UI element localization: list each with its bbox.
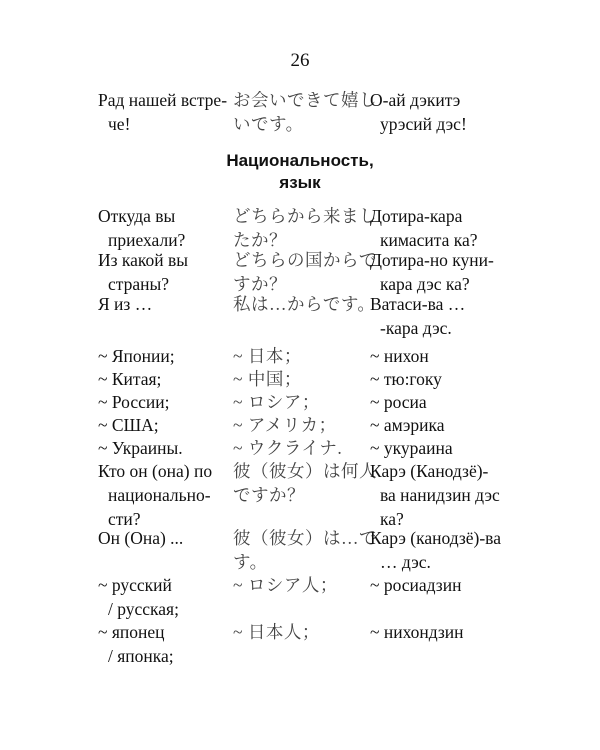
russian-line: че!: [108, 114, 131, 134]
russian-line: Он (Она) ...: [98, 528, 184, 548]
phrase-row: [98, 344, 518, 368]
russian-line: Кто он (она) по: [98, 461, 213, 481]
phrase-row: [98, 248, 518, 296]
russian-phrase: [98, 390, 233, 414]
japanese-phrase: [233, 292, 376, 340]
russian-line: ~ русский: [98, 575, 172, 595]
transliteration-line: ~ укураина: [370, 438, 453, 458]
russian-phrase: [98, 526, 233, 574]
transliteration-line: кара дэс ка?: [380, 274, 470, 294]
transliteration-line: ва нанидзин дэс: [380, 485, 500, 505]
japanese-line: 彼（彼女）は何人: [233, 461, 377, 481]
transliteration-line: ~ росиа: [370, 392, 427, 412]
russian-phrase: [98, 248, 233, 296]
transliteration-line: … дэс.: [380, 552, 431, 572]
russian-line: Откуда вы: [98, 206, 176, 226]
transliteration-line: ка?: [380, 509, 404, 529]
japanese-line: 彼（彼女）は…で: [233, 528, 377, 548]
transliteration-line: ~ тю:гоку: [370, 369, 442, 389]
japanese-line: ~ ウクライナ.: [233, 438, 343, 458]
transliteration: [370, 248, 518, 296]
japanese-phrase: [233, 390, 370, 414]
russian-line: / русская;: [108, 599, 179, 619]
russian-line: ~ Украины.: [98, 438, 183, 458]
transliteration-line: ~ нихондзин: [370, 622, 464, 642]
russian-line: Из какой вы: [98, 250, 189, 270]
japanese-line: どちらから来まし: [233, 206, 377, 226]
russian-line: / японка;: [108, 646, 174, 666]
russian-phrase: [98, 367, 233, 391]
phrase-row: [98, 436, 518, 460]
transliteration-line: Карэ (канодзё)-ва: [370, 528, 501, 548]
transliteration-line: Дотира-кара: [370, 206, 463, 226]
phrase-row: [98, 620, 518, 668]
section-heading: [0, 150, 600, 194]
transliteration: [370, 413, 518, 437]
russian-line: Я из …: [98, 294, 153, 314]
japanese-line: すか？: [233, 274, 287, 294]
russian-line: ~ японец: [98, 622, 165, 642]
phrase-row: [98, 367, 518, 391]
transliteration-line: О-ай дэкитэ: [370, 90, 461, 110]
transliteration: [370, 620, 518, 668]
russian-line: страны?: [108, 274, 170, 294]
japanese-line: ですか？: [233, 485, 305, 505]
russian-line: сти?: [108, 509, 141, 529]
russian-line: ~ Японии;: [98, 346, 175, 366]
japanese-line: 私は…からです。: [233, 294, 376, 314]
japanese-line: ~ 中国；: [233, 369, 302, 389]
phrase-row: [98, 390, 518, 414]
page-number: 26: [290, 50, 310, 71]
russian-line: ~ США;: [98, 415, 159, 435]
section-heading-line: язык: [279, 173, 321, 192]
japanese-phrase: [233, 573, 370, 621]
russian-line: национально-: [108, 485, 211, 505]
japanese-line: ~ ロシア人；: [233, 575, 338, 595]
japanese-phrase: [233, 88, 377, 136]
transliteration-line: урэсий дэс!: [380, 114, 467, 134]
japanese-line: お会いできて嬉し: [233, 90, 377, 110]
transliteration: [370, 390, 518, 414]
russian-line: Рад нашей встре-: [98, 90, 228, 110]
phrase-row: [98, 413, 518, 437]
japanese-line: いです。: [233, 114, 304, 134]
transliteration-line: Ватаси-ва …: [370, 294, 466, 314]
transliteration: [370, 526, 518, 574]
transliteration-line: ~ нихон: [370, 346, 429, 366]
japanese-phrase: [233, 204, 377, 252]
japanese-line: ~ ロシア；: [233, 392, 320, 412]
russian-phrase: [98, 620, 233, 668]
phrase-row: [98, 88, 518, 136]
russian-phrase: [98, 344, 233, 368]
russian-phrase: [98, 459, 233, 531]
transliteration: [370, 573, 518, 621]
section-heading-line: Национальность,: [226, 151, 374, 170]
transliteration-line: Карэ (Канодзё)-: [370, 461, 489, 481]
transliteration: [370, 459, 518, 531]
japanese-line: す。: [233, 552, 268, 572]
transliteration-line: Дотира-но куни-: [370, 250, 494, 270]
transliteration: [370, 204, 518, 252]
japanese-line: ~ 日本；: [233, 346, 302, 366]
transliteration: [370, 88, 518, 136]
japanese-phrase: [233, 248, 377, 296]
transliteration: [370, 436, 518, 460]
russian-line: ~ России;: [98, 392, 170, 412]
japanese-phrase: [233, 459, 377, 531]
japanese-phrase: [233, 526, 377, 574]
phrase-row: [98, 573, 518, 621]
russian-line: приехали?: [108, 230, 186, 250]
russian-phrase: [98, 436, 233, 460]
phrase-row: [98, 292, 518, 340]
japanese-line: ~ アメリカ；: [233, 415, 337, 435]
transliteration-line: -кара дэс.: [380, 318, 452, 338]
japanese-line: どちらの国からで: [233, 250, 377, 270]
russian-phrase: [98, 88, 233, 136]
japanese-phrase: [233, 620, 370, 668]
russian-phrase: [98, 292, 233, 340]
russian-phrase: [98, 413, 233, 437]
transliteration-line: кимасита ка?: [380, 230, 478, 250]
transliteration: [370, 344, 518, 368]
japanese-phrase: [233, 436, 370, 460]
japanese-line: たか？: [233, 230, 287, 250]
russian-phrase: [98, 204, 233, 252]
japanese-phrase: [233, 367, 370, 391]
transliteration: [370, 292, 518, 340]
russian-phrase: [98, 573, 233, 621]
russian-line: ~ Китая;: [98, 369, 162, 389]
transliteration: [370, 367, 518, 391]
phrase-row: [98, 204, 518, 252]
transliteration-line: ~ амэрика: [370, 415, 445, 435]
japanese-phrase: [233, 344, 370, 368]
phrase-row: [98, 459, 518, 531]
japanese-phrase: [233, 413, 370, 437]
japanese-line: ~ 日本人；: [233, 622, 320, 642]
transliteration-line: ~ росиадзин: [370, 575, 462, 595]
phrase-row: [98, 526, 518, 574]
